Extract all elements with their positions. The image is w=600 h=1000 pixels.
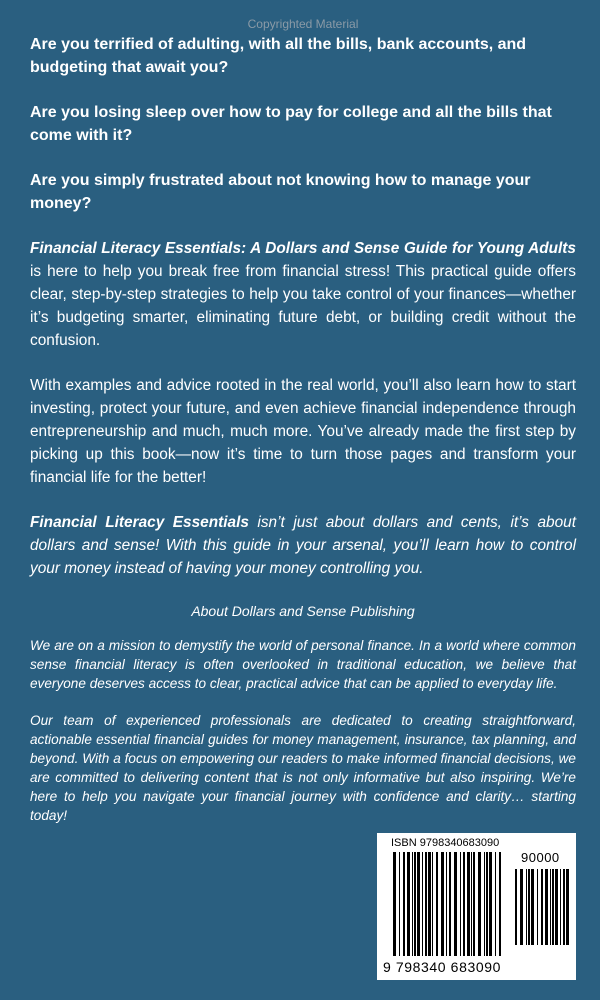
intro-paragraph [30,237,576,352]
barcode-bar [441,852,444,956]
barcode-bar [537,869,538,945]
about-heading: About Dollars and Sense Publishing [191,603,415,619]
about-paragraph-1: We are on a mission to demystify the world of personal finance. In a world where common sense financial literacy is often overlooked in traditional education, we believe that everyone deserves access to clear, practical advice that can be applied to everyday life. [30,638,576,691]
barcode-bar [425,852,427,956]
question-3: Are you simply frustrated about not knowing how to manage your money? [30,172,531,212]
barcode-bars [393,852,503,956]
about-paragraph-2: Our team of experienced professionals are dedicated to creating straightforward, actionable essential financial guides for money management, insurance, tax planning, and beyond. With a focus on empowering our readers to make informed financial decisions, we are committed to delivering content that is not only informative but also inspiring. We’re here to help you navigate your financial journey with confidence and clarity… starting today! [30,713,576,823]
barcode-bar [545,869,548,945]
barcode-bar [526,869,527,945]
isbn-barcode [377,833,576,980]
barcode-bar [414,852,416,956]
barcode-bar [541,869,543,945]
barcode-bar [399,852,400,956]
barcode-bar [403,852,405,956]
barcode-bar [412,852,413,956]
barcode-digits: 9 798340 683090 [383,959,501,975]
barcode-bar [428,852,431,956]
barcode-bar [489,852,492,956]
paragraph-3 [30,511,576,580]
barcode-bar [552,869,554,945]
barcode-bar [520,869,523,945]
barcode-bar [417,852,420,956]
barcode-bar [531,869,534,945]
question-2: Are you losing sleep over how to pay for college and all the bills that come with it? [30,104,552,144]
barcode-bar [550,869,551,945]
barcode-bar [528,869,530,945]
barcode-bar [486,852,488,956]
barcode-bar [555,869,558,945]
barcode-bar [471,852,472,956]
copyright-watermark: Copyrighted Material [247,17,359,31]
addon-bars [515,869,571,945]
barcode-bar [499,852,501,956]
barcode-bar [467,852,470,956]
barcode-bar [449,852,451,956]
barcode-bar [495,852,496,956]
barcode-bar [393,852,396,956]
barcode-bar [460,852,461,956]
price-addon: 90000 [521,850,560,865]
barcode-bar [463,852,465,956]
barcode-bar [515,869,517,945]
barcode-bar [563,869,565,945]
barcode-bar [432,852,433,956]
isbn-label: ISBN 9798340683090 [391,837,500,849]
barcode-bar [478,852,481,956]
barcode-bar [446,852,447,956]
barcode-row [30,833,576,980]
barcode-bar [436,852,438,956]
barcode-bar [560,869,561,945]
question-1: Are you terrified of adulting, with all the bills, bank accounts, and budgeting that await you? [30,36,527,76]
barcode-bar [566,869,569,945]
barcode-bar [484,852,485,956]
intro-text: is here to help you break free from financial stress! This practical guide offers clear, step-by-step strategies to help you take control of your finances—whether it’s budgeting smarter, eliminating future debt, or building credit without the confusion. [30,263,576,349]
paragraph-3-text: isn’t just about dollars and cents, it’s about dollars and sense! With this guide in your arsenal, you’ll learn how to control your money instead of having your money controlling you. [30,514,577,577]
book-title-short: Financial Literacy Essentials [30,514,249,531]
barcode-bar [407,852,410,956]
barcode-bar [473,852,475,956]
barcode-bar [454,852,457,956]
paragraph-2: With examples and advice rooted in the real world, you’ll also learn how to start investing, protect your future, and even achieve financial independence through entrepreneurship and much, much more. You’ve already made the first step by picking up this book—now it’s time to turn those pages and transform your financial life for the better! [30,377,576,486]
book-title: Financial Literacy Essentials: A Dollars and Sense Guide for Young Adults [30,240,576,257]
barcode-bar [422,852,423,956]
